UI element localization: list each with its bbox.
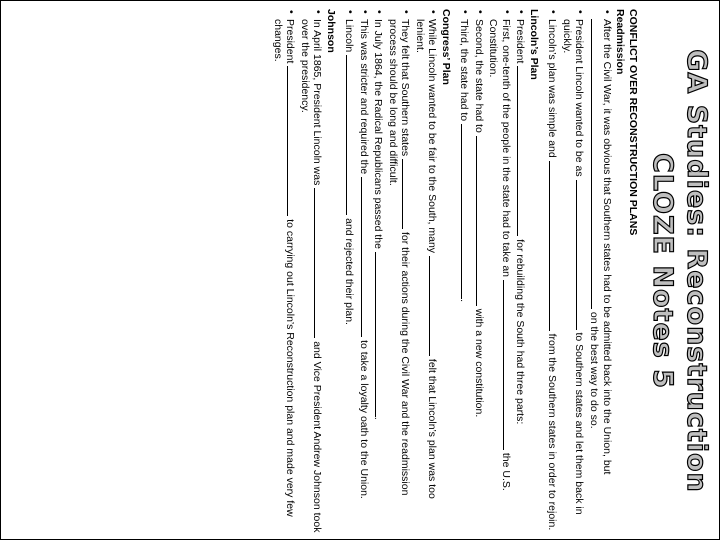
- list-item: [298, 19, 324, 533]
- fill-in-blank[interactable]: [476, 136, 486, 306]
- section-lincoln-plan: [458, 9, 540, 533]
- item-text: Lincoln: [343, 19, 356, 53]
- section-readmission: [546, 9, 639, 533]
- item-text: President Lincoln wanted to be as: [573, 19, 586, 177]
- fill-in-blank[interactable]: [549, 161, 559, 331]
- fill-in-blank[interactable]: [361, 177, 371, 337]
- list-item: [587, 19, 613, 533]
- list-item: [472, 19, 485, 533]
- congress-list: [343, 9, 439, 533]
- list-item: [546, 19, 559, 533]
- item-text: .: [372, 416, 385, 420]
- johnson-heading: Johnson: [325, 9, 338, 53]
- item-text: with a new constitution.: [472, 308, 485, 418]
- item-text: Lincoln’s plan was simple and: [546, 19, 559, 158]
- list-item: [386, 19, 412, 533]
- item-text: to Southern states and let them back in quickly.: [560, 19, 586, 515]
- lincoln-heading: Lincoln’s Plan: [527, 9, 540, 80]
- list-item: [343, 19, 356, 533]
- readmission-heading: Readmission: [614, 9, 626, 75]
- fill-in-blank[interactable]: [375, 252, 385, 417]
- fill-in-blank[interactable]: [517, 66, 527, 236]
- item-text: After the Civil War, it was obvious that Southern states had to be admitted back into the Union, but: [601, 19, 613, 475]
- item-text: In April 1865, President Lincoln was: [311, 19, 324, 186]
- item-text: President: [513, 19, 526, 64]
- list-item: [271, 19, 297, 533]
- item-text: for rebuilding the South had three parts:: [513, 239, 526, 425]
- item-text: They felt that Southern states: [399, 19, 412, 157]
- section-congress-plan: [343, 9, 452, 533]
- section-johnson: [271, 9, 337, 533]
- fill-in-blank[interactable]: [287, 66, 297, 216]
- fill-in-blank[interactable]: [461, 124, 471, 299]
- list-item: [560, 19, 586, 533]
- title-line-1: GA Studies: Reconstruction: [681, 49, 712, 493]
- item-text: and Vice President Andrew Johnson took over the presidency.: [298, 19, 324, 533]
- title-line-2: CLOZE Notes 5: [647, 152, 678, 390]
- item-text: to take a loyalty oath to the Union.: [357, 340, 370, 499]
- fill-in-blank[interactable]: [576, 180, 586, 330]
- fill-in-blank[interactable]: [314, 188, 324, 338]
- fill-in-blank[interactable]: [503, 280, 513, 450]
- fill-in-blank[interactable]: [429, 256, 439, 356]
- list-item: [413, 19, 439, 533]
- fill-in-blank[interactable]: [402, 159, 412, 229]
- item-text: .: [458, 299, 471, 302]
- main-heading: CONFLICT OVER RECONSTRUCTION PLANS: [627, 9, 639, 236]
- item-text: Third, the state had to: [458, 19, 471, 122]
- item-text: to carrying out Lincoln’s Reconstruction plan and made very few changes.: [271, 19, 297, 517]
- item-text: Second, the state had to: [472, 19, 485, 133]
- list-item: [458, 19, 471, 533]
- item-text: felt that Lincoln’s plan was too lenient.: [413, 19, 438, 499]
- item-text: This was stricter and required the: [357, 19, 370, 175]
- lincoln-list: [458, 9, 527, 533]
- list-item: [372, 19, 385, 533]
- congress-heading: Congress’ Plan: [439, 9, 452, 85]
- item-text: In July 1864, the Radical Republicans passed the: [372, 19, 385, 249]
- item-text: While Lincoln wanted to be fair to the South, many: [425, 19, 438, 254]
- item-text: from the Southern states in order to rejoin.: [546, 333, 559, 531]
- item-text: on the best way to do so.: [587, 311, 600, 429]
- fill-in-blank[interactable]: [591, 19, 601, 309]
- document-body: [270, 9, 713, 533]
- item-text: the U.S. Constitution.: [487, 19, 512, 491]
- item-text: for their actions during the Civil War and the readmission process should be long and difficult.: [386, 19, 412, 496]
- item-text: and rejected their plan.: [343, 218, 356, 325]
- list-item: [487, 19, 513, 533]
- item-text: First, one-tenth of the people in the state had to take an: [499, 19, 512, 278]
- fill-in-blank[interactable]: [347, 55, 357, 215]
- johnson-list: [271, 9, 324, 533]
- readmission-list: [546, 9, 613, 533]
- list-item: [514, 19, 527, 533]
- item-text: President: [284, 19, 297, 64]
- list-item: [358, 19, 371, 533]
